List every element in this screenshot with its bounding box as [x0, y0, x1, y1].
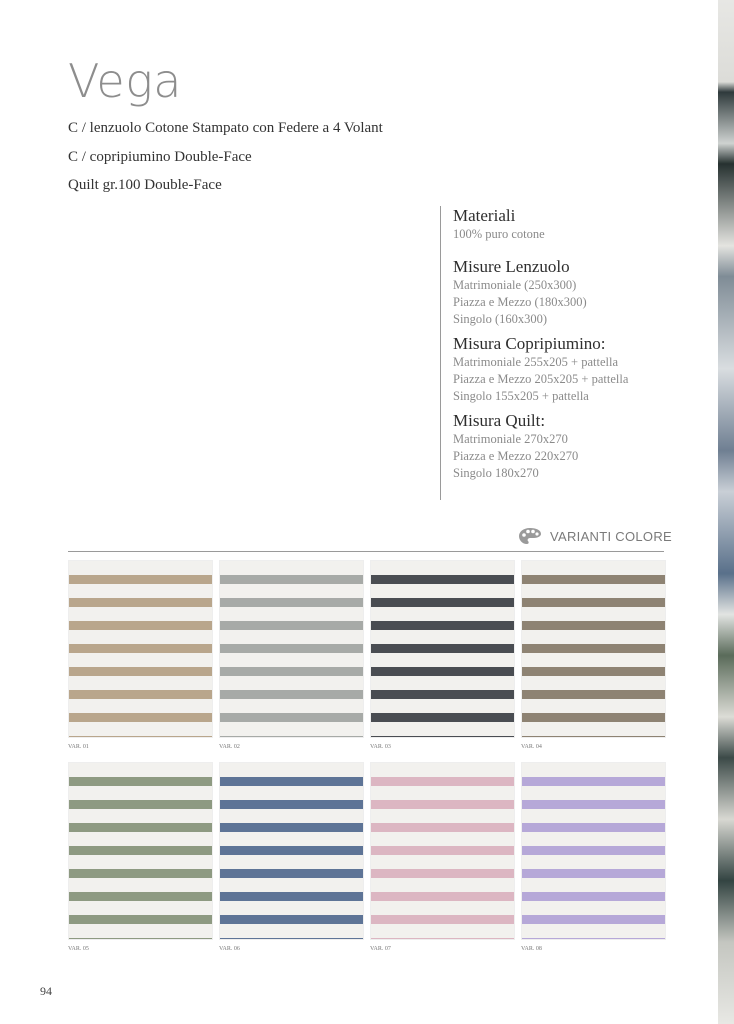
- swatch-label: VAR. 08: [521, 946, 542, 952]
- variants-heading: [518, 527, 672, 545]
- spec-line: Matrimoniale 255x205 + pattella: [453, 355, 618, 369]
- variants-heading-text: VARIANTI COLORE: [550, 528, 673, 544]
- product-title: Vega: [68, 54, 182, 108]
- swatch-label: VAR. 07: [370, 946, 391, 952]
- swatch-card[interactable]: [521, 762, 666, 954]
- spec-line: Matrimoniale 270x270: [453, 432, 568, 446]
- spec-panel: [440, 206, 680, 500]
- edge-photo-strip: [718, 0, 734, 1024]
- page-number: 94: [40, 984, 52, 998]
- swatch-card[interactable]: [68, 762, 213, 954]
- fabric-swatch[interactable]: [219, 560, 364, 738]
- swatch-card[interactable]: [68, 560, 213, 752]
- spec-line: Piazza e Mezzo 220x270: [453, 449, 579, 463]
- swatch-card[interactable]: [219, 762, 364, 954]
- swatch-label: VAR. 03: [370, 744, 391, 750]
- description-line: C / lenzuolo Cotone Stampato con Federe a 4 Volant: [68, 120, 383, 136]
- spec-line: Matrimoniale (250x300): [453, 278, 577, 292]
- spec-line: Singolo 155x205 + pattella: [453, 389, 589, 403]
- fabric-swatch[interactable]: [521, 762, 666, 940]
- swatch-label: VAR. 01: [68, 744, 89, 750]
- swatch-grid: [68, 560, 665, 954]
- spec-line: Piazza e Mezzo (180x300): [453, 295, 587, 309]
- spec-heading-lenzuolo: Misure Lenzuolo: [453, 257, 570, 276]
- spec-line: Singolo (160x300): [453, 312, 548, 326]
- fabric-swatch[interactable]: [370, 560, 515, 738]
- swatch-label: VAR. 04: [521, 744, 542, 750]
- swatch-card[interactable]: [370, 762, 515, 954]
- description-line: C / copripiumino Double-Face: [68, 148, 252, 165]
- swatch-label: VAR. 05: [68, 946, 89, 952]
- swatch-card[interactable]: [219, 560, 364, 752]
- fabric-swatch[interactable]: [219, 762, 364, 940]
- fabric-swatch[interactable]: [68, 762, 213, 940]
- spec-heading-copripiumino: Misura Copripiumino:: [453, 334, 606, 353]
- spec-line: 100% puro cotone: [453, 227, 545, 241]
- product-descriptions: [68, 118, 383, 204]
- spec-line: Singolo 180x270: [453, 466, 539, 480]
- description-line: Quilt gr.100 Double-Face: [68, 177, 222, 193]
- swatch-card[interactable]: [521, 560, 666, 752]
- divider: [68, 551, 664, 552]
- fabric-swatch[interactable]: [521, 560, 666, 738]
- palette-icon: [518, 527, 542, 545]
- swatch-label: VAR. 06: [219, 946, 240, 952]
- fabric-swatch[interactable]: [370, 762, 515, 940]
- swatch-card[interactable]: [370, 560, 515, 752]
- spec-line: Piazza e Mezzo 205x205 + pattella: [453, 372, 629, 386]
- swatch-label: VAR. 02: [219, 744, 240, 750]
- spec-heading-materiali: Materiali: [453, 206, 516, 225]
- fabric-swatch[interactable]: [68, 560, 213, 738]
- spec-heading-quilt: Misura Quilt:: [453, 411, 546, 430]
